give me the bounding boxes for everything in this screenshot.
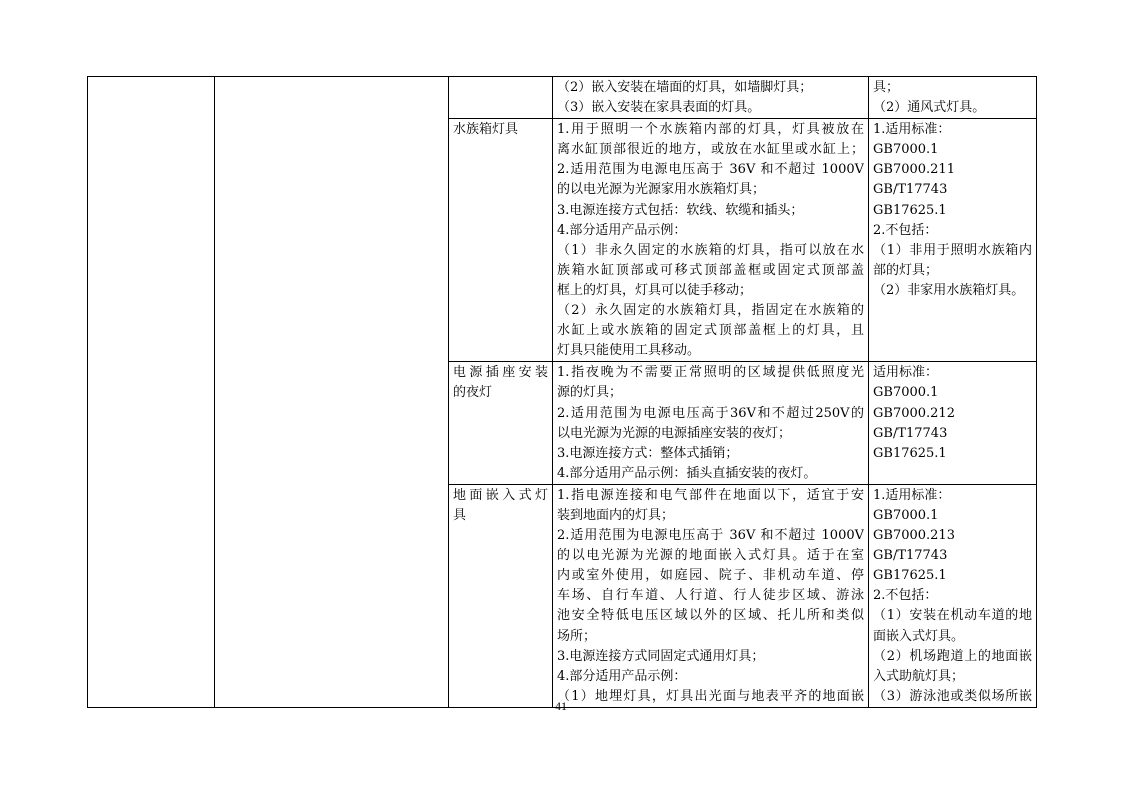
standard-line: （2）非家用水族箱灯具。 [873,282,1025,298]
standard-line: （2）通风式灯具。 [873,100,986,116]
standard-line: （1）非用于照明水族箱内 [873,242,1032,258]
category-cell [88,77,215,708]
standard-line: （2）机场跑道上的地面嵌 [873,648,1032,664]
description-line: 4.部分适用产品示例：插头直插安装的夜灯。 [557,465,817,481]
subcategory-cell [215,77,449,708]
standard-line: 具； [873,80,900,95]
description-line: 4.部分适用产品示例： [557,668,687,684]
product-name: 电源插座安装 [453,365,548,381]
description-line: （2）永久固定的水族箱灯具，指固定在水族箱的 [557,303,864,319]
description-line: 以电光源为光源的电源插座安装的夜灯； [557,425,792,441]
standard-line: GB7000.212 [873,405,955,421]
product-name: 地面嵌入式灯 [453,487,548,503]
standard-line: 适用标准： [873,365,939,381]
standard-line: 面嵌入式灯具。 [873,628,965,644]
standard-line: GB17625.1 [873,445,947,461]
standard-line: GB17625.1 [873,202,947,218]
standard-line: GB7000.213 [873,528,955,544]
description-line: 的以电光源为光源的地面嵌入式灯具。适于在室 [557,548,864,564]
description-line: 池安全特低电压区域以外的区域、托儿所和类似 [557,608,864,624]
standard-line: 2.不包括： [873,588,938,604]
product-name-cell [449,362,553,485]
description-line: 1.指夜晚为不需要正常照明的区域提供低照度光 [557,365,864,381]
description-cell [553,484,869,707]
description-line: 族箱水缸顶部或可移式顶部盖框或固定式顶部盖 [557,262,864,278]
description-line: 场所； [557,628,597,644]
standard-line: GB7000.211 [873,162,955,178]
description-line: 车场、自行车道、人行道、行人徒步区域、游泳 [557,588,864,604]
description-line: （1）非永久固定的水族箱的灯具，指可以放在水 [557,242,864,258]
product-name-cell [449,484,553,707]
description-line: （2）嵌入安装在墙面的灯具，如墙脚灯具； [557,80,813,95]
standard-line: 部的灯具； [873,262,939,278]
description-cell [553,77,869,119]
standard-line: GB/T17743 [873,548,948,564]
standard-line: 1.适用标准： [873,122,951,138]
description-line: 2.适用范围为电源电压高于 36V 和不超过 1000V [557,528,864,544]
description-line: 装到地面内的灯具； [557,507,675,523]
description-line: （1）地埋灯具，灯具出光面与地表平齐的地面嵌 [557,688,864,704]
standard-cell [869,484,1037,707]
standard-cell [869,77,1037,119]
description-cell [553,119,869,362]
standard-line: 入式助航灯具； [873,668,965,684]
description-line: 水缸上或水族箱的固定式顶部盖框上的灯具，且 [557,323,864,339]
description-line: 源的灯具； [557,385,623,401]
product-table [87,76,1037,708]
product-name-cell [449,77,553,119]
description-line: 3.电源连接方式：整体式插销； [557,445,739,461]
standard-line: （3）游泳池或类似场所嵌 [873,688,1032,704]
description-line: 离水缸顶部很近的地方，或放在水缸里或水缸上； [557,142,864,158]
description-line: 内或室外使用，如庭园、院子、非机动车道、停 [557,568,864,584]
table-row [88,77,1037,119]
description-line: 1.用于照明一个水族箱内部的灯具，灯具被放在 [557,122,864,138]
standard-line: GB/T17743 [873,182,948,198]
standard-line: GB7000.1 [873,507,939,523]
standard-cell [869,362,1037,485]
description-line: 框上的灯具，灯具可以徒手移动； [557,282,753,298]
description-line: 3.电源连接方式包括：软线、软缆和插头； [557,202,804,218]
description-line: 4.部分适用产品示例： [557,222,687,238]
standard-line: 2.不包括： [873,222,938,238]
standard-line: （1）安装在机动车道的地 [873,608,1032,624]
page-number: 41 [555,699,567,713]
standard-cell [869,119,1037,362]
product-name: 的夜灯 [453,385,493,401]
standard-line: GB/T17743 [873,425,948,441]
description-line: 3.电源连接方式同固定式通用灯具； [557,648,765,664]
product-name-cell [449,119,553,362]
standard-line: GB7000.1 [873,142,939,158]
description-cell [553,362,869,485]
description-line: （3）嵌入安装在家具表面的灯具。 [557,100,761,116]
product-name: 水族箱灯具 [453,122,519,138]
description-line: 1.指电源连接和电气部件在地面以下，适宜于安 [557,487,864,503]
product-name: 具 [453,507,467,523]
standard-line: 1.适用标准： [873,487,951,503]
standard-line: GB17625.1 [873,568,947,584]
description-line: 灯具只能使用工具移动。 [557,343,701,359]
description-line: 的以电光源为光源家用水族箱灯具； [557,182,766,198]
description-line: 2.适用范围为电源电压高于36V和不超过250V的 [557,405,864,421]
description-line: 2.适用范围为电源电压高于 36V 和不超过 1000V [557,162,864,178]
standard-line: GB7000.1 [873,385,939,401]
